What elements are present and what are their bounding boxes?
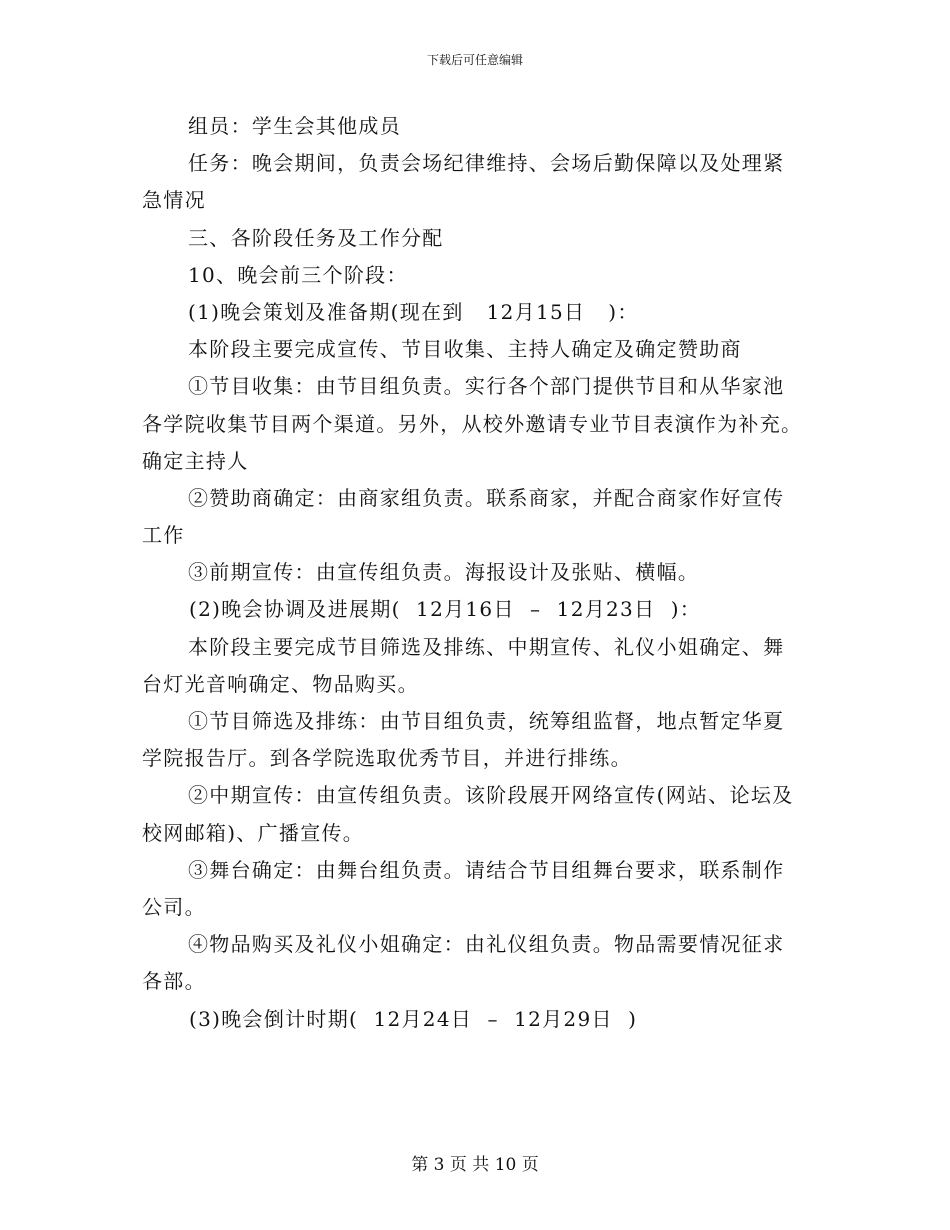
list-item: ③前期宣传：由宣传组负责。海报设计及张贴、横幅。 bbox=[188, 560, 700, 585]
paragraph-line: 本阶段主要完成宣传、节目收集、主持人确定及确定赞助商 bbox=[188, 337, 742, 362]
paragraph-line: 各部。 bbox=[142, 969, 206, 994]
paragraph-line: 10、晚会前三个阶段： bbox=[188, 262, 408, 287]
paragraph-line: 任务：晚会期间，负责会场纪律维持、会场后勤保障以及处理紧 bbox=[188, 151, 785, 176]
list-item: ④物品购买及礼仪小姐确定：由礼仪组负责。物品需要情况征求 bbox=[188, 932, 785, 957]
phase-heading: (1)晚会策划及准备期(现在到 12月15日 )： bbox=[188, 299, 639, 324]
list-item: ③舞台确定：由舞台组负责。请结合节目组舞台要求，联系制作 bbox=[188, 857, 785, 882]
list-item: ①节目筛选及排练：由节目组负责，统筹组监督，地点暂定华夏 bbox=[188, 709, 785, 733]
list-item: ②中期宣传：由宣传组负责。该阶段展开网络宣传(网站、论坛及 bbox=[188, 783, 794, 808]
paragraph-line: 台灯光音响确定、物品购买。 bbox=[142, 671, 419, 696]
page-number-footer: 第 3 页 共 10 页 bbox=[411, 1155, 539, 1175]
paragraph-line: 本阶段主要完成节目筛选及排练、中期宣传、礼仪小姐确定、舞 bbox=[188, 634, 785, 659]
paragraph-line: 校网邮箱)、广播宣传。 bbox=[142, 820, 365, 845]
paragraph-line: 组员：学生会其他成员 bbox=[188, 114, 401, 138]
document-body bbox=[142, 108, 812, 1038]
paragraph-line: 各学院收集节目两个渠道。另外，从校外邀请专业节目表演作为补充。 bbox=[142, 411, 803, 436]
list-item: ①节目收集：由节目组负责。实行各个部门提供节目和从华家池 bbox=[188, 374, 785, 399]
list-item: ②赞助商确定：由商家组负责。联系商家，并配合商家作好宣传 bbox=[188, 485, 785, 510]
section-heading: 三、各阶段任务及工作分配 bbox=[188, 225, 444, 250]
paragraph-line: 工作 bbox=[142, 523, 185, 548]
paragraph-line: 学院报告厅。到各学院选取优秀节目，并进行排练。 bbox=[142, 746, 632, 771]
paragraph-line: 确定主持人 bbox=[142, 448, 249, 473]
paragraph-line: 公司。 bbox=[142, 894, 206, 919]
page-header: 下载后可任意编辑 bbox=[426, 53, 523, 67]
phase-heading: (2)晚会协调及进展期( 12月16日 – 12月23日 )： bbox=[189, 597, 702, 622]
phase-heading: (3)晚会倒计时期( 12月24日 – 12月29日 ) bbox=[189, 1006, 638, 1031]
paragraph-line: 急情况 bbox=[142, 188, 206, 213]
